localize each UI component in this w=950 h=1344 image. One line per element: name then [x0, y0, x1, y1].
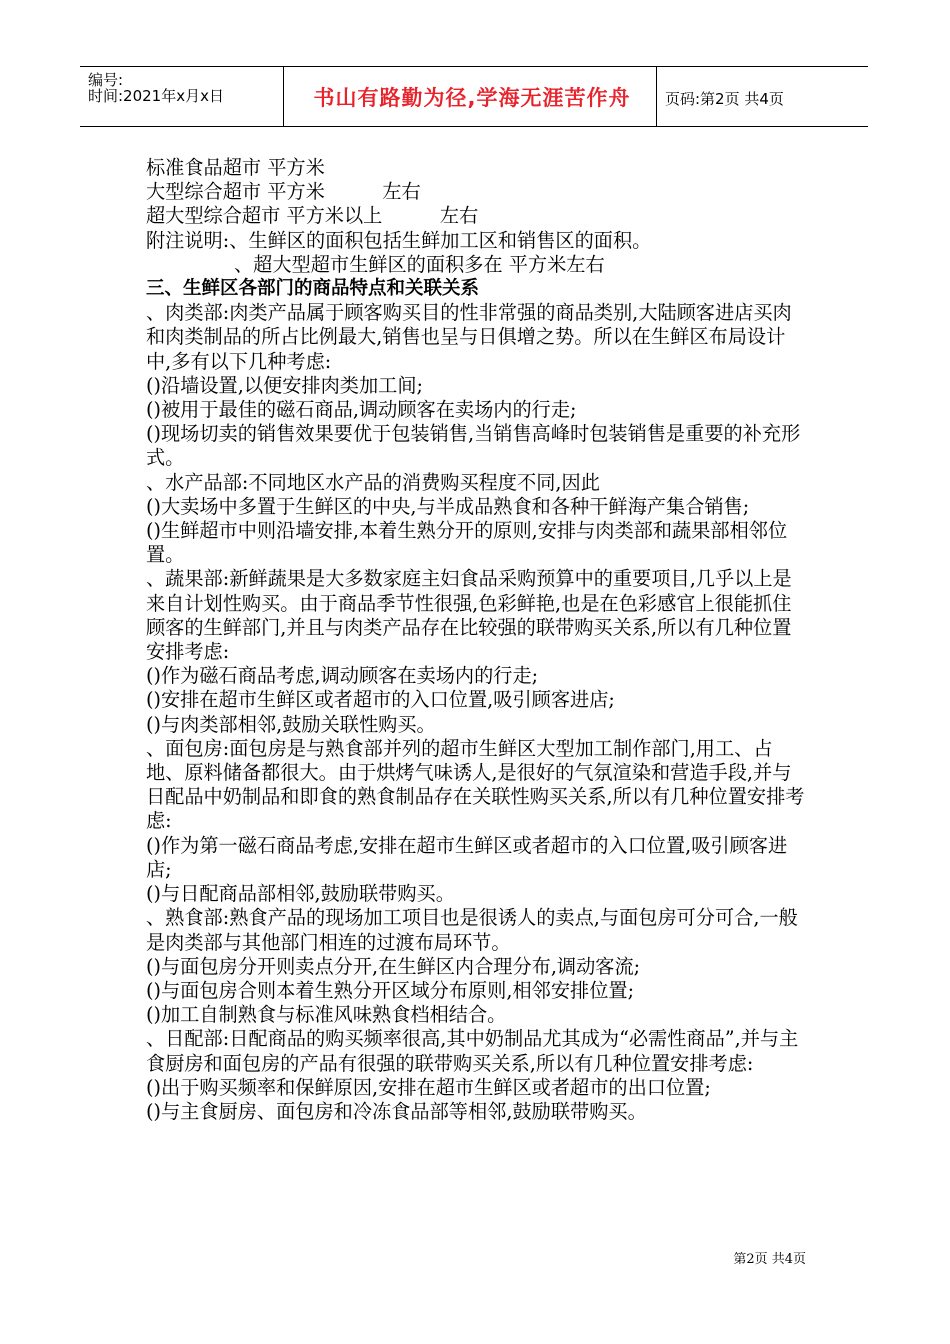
list-item: ()沿墙设置,以便安排肉类加工间;	[146, 373, 423, 397]
list-item: ()加工自制熟食与标准风味熟食档相结合。	[146, 1003, 507, 1027]
serial-label: 编号:	[88, 71, 124, 89]
list-item: ()与肉类部相邻,鼓励关联性购买。	[146, 712, 436, 736]
list-item: ()大卖场中多置于生鲜区的中央,与半成品熟食和各种干鲜海产集合销售;	[146, 494, 750, 518]
paragraph-meat: 、肉类部:肉类产品属于顾客购买目的性非常强的商品类别,大陆顾客进店买肉和肉类制品的所占比例最大,销售也呈与日俱增之势。所以在生鲜区布局设计中,多有以下几种考虑:	[146, 301, 792, 373]
paragraph-deli: 、熟食部:熟食产品的现场加工项目也是很诱人的卖点,与面包房可分可合,一般是肉类部与其他部门相连的过渡布局环节。	[146, 906, 798, 954]
list-item: ()出于购买频率和保鲜原因,安排在超市生鲜区或者超市的出口位置;	[146, 1075, 711, 1099]
list-item: ()与主食厨房、面包房和冷冻食品部等相邻,鼓励联带购买。	[146, 1099, 647, 1123]
header-bottom-rule	[80, 126, 868, 127]
list-item: ()作为磁石商品考虑,调动顾客在卖场内的行走;	[146, 664, 539, 688]
body-line: 超大型综合超市 平方米以上 左右	[146, 204, 479, 228]
paragraph-seafood: 、水产品部:不同地区水产品的消费购买程度不同,因此	[146, 470, 600, 494]
header-meta	[88, 72, 224, 104]
list-item: ()与面包房合则本着生熟分开区域分布原则,相邻安排位置;	[146, 978, 635, 1002]
list-item: ()生鲜超市中则沿墙安排,本着生熟分开的原则,安排与肉类部和蔬果部相邻位置。	[146, 519, 788, 567]
body-line: 、超大型超市生鲜区的面积多在 平方米左右	[234, 252, 605, 276]
page-footer: 第2页 共4页	[733, 1252, 806, 1267]
paragraph-produce: 、蔬果部:新鲜蔬果是大多数家庭主妇食品采购预算中的重要项目,几乎以上是来自计划性购买。由于商品季节性很强,色彩鲜艳,也是在色彩感官上很能抓住顾客的生鲜部门,并且与肉类产品存在比较强的联带购买关系,所以有几种位置安排考虑:	[146, 567, 792, 664]
header-motto: 书山有路勤为径,学海无涯苦作舟	[313, 86, 631, 110]
body-line: 大型综合超市 平方米 左右	[146, 180, 421, 204]
section-heading: 三、生鲜区各部门的商品特点和关联关系	[146, 278, 480, 300]
body-line: 附注说明:、生鲜区的面积包括生鲜加工区和销售区的面积。	[146, 228, 652, 252]
page-header	[80, 66, 868, 128]
list-item: ()现场切卖的销售效果要优于包装销售,当销售高峰时包装销售是重要的补充形式。	[146, 422, 801, 470]
header-page-info: 页码:第2页 共4页	[665, 90, 784, 108]
header-top-rule	[80, 66, 868, 67]
body-line: 标准食品超市 平方米	[146, 156, 325, 179]
list-item: ()作为第一磁石商品考虑,安排在超市生鲜区或者超市的入口位置,吸引顾客进店;	[146, 833, 788, 881]
list-item: ()安排在超市生鲜区或者超市的入口位置,吸引顾客进店;	[146, 688, 615, 712]
list-item: ()与日配商品部相邻,鼓励联带购买。	[146, 882, 455, 906]
paragraph-dairy: 、日配部:日配商品的购买频率很高,其中奶制品尤其成为“必需性商品”,并与主食厨房和面包房的产品有很强的联带购买关系,所以有几种位置安排考虑:	[146, 1027, 799, 1075]
header-divider-left	[283, 66, 284, 127]
document-body	[146, 156, 810, 1124]
list-item: ()被用于最佳的磁石商品,调动顾客在卖场内的行走;	[146, 398, 577, 422]
paragraph-bakery: 、面包房:面包房是与熟食部并列的超市生鲜区大型加工制作部门,用工、占地、原料储备都很大。由于烘烤气味诱人,是很好的气氛渲染和营造手段,并与日配品中奶制品和即食的熟食制品存在关联性购买关系,所以有几种位置安排考虑:	[146, 736, 805, 833]
list-item: ()与面包房分开则卖点分开,在生鲜区内合理分布,调动客流;	[146, 954, 641, 978]
time-label: 时间:2021年x月x日	[88, 87, 224, 105]
